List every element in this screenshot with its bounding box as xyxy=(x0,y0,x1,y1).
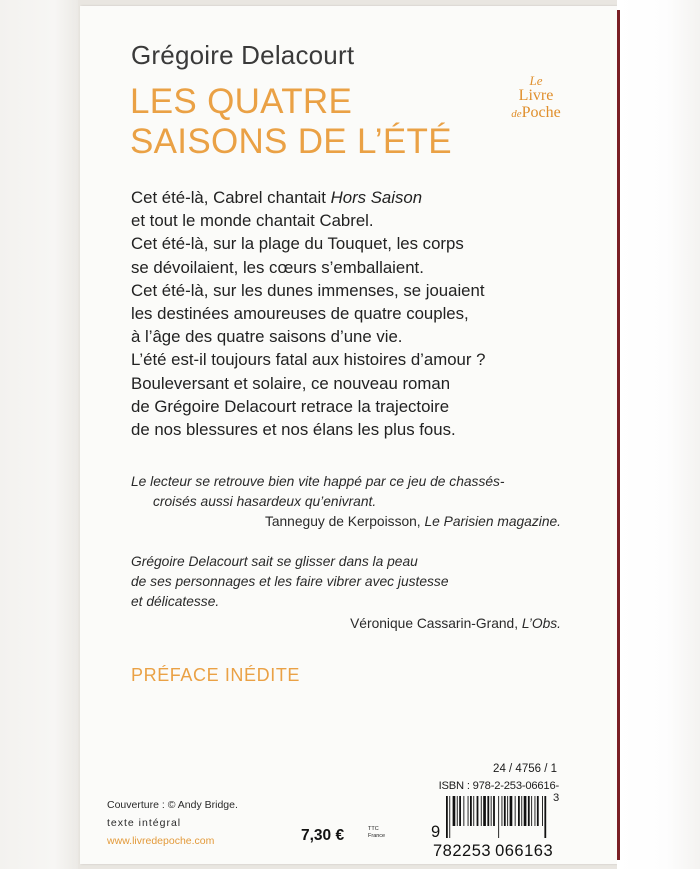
quote-line: de ses personnages et les faire vibrer avec justesse xyxy=(131,574,449,589)
quote-line: croisés aussi hasardeux qu’enivrant. xyxy=(153,494,377,509)
barcode-digit-first: 9 xyxy=(431,823,441,841)
blurb-line: Cet été-là, sur les dunes immenses, se jouaient xyxy=(131,280,485,300)
barcode-digit-group-1: 782253 xyxy=(433,842,492,860)
logo-word-le: Le xyxy=(529,73,543,88)
press-quote-2 xyxy=(131,552,561,634)
author-name: Grégoire Delacourt xyxy=(131,40,355,70)
page-background-left xyxy=(0,0,78,869)
credits-block xyxy=(107,796,238,850)
quote-attribution: Véronique Cassarin-Grand, L’Obs. xyxy=(350,616,561,631)
barcode-digits xyxy=(431,823,563,861)
book-title xyxy=(130,82,452,162)
blurb-line: de nos blessures et nos élans les plus fous. xyxy=(131,420,456,440)
quote-attribution: Tanneguy de Kerpoisson, Le Parisien magazine. xyxy=(264,514,561,529)
blurb-line: de Grégoire Delacourt retrace la trajectoire xyxy=(131,396,450,416)
logo-word-livre: Livre xyxy=(518,87,554,104)
publisher-logo xyxy=(509,74,563,136)
cover-edge-strip xyxy=(617,10,620,860)
logo-word-de: de xyxy=(511,108,522,120)
book-title-line-1: LES QUATRE xyxy=(130,82,353,121)
price: 7,30 € xyxy=(301,827,345,844)
price-tax-note: TTC France xyxy=(368,826,386,839)
logo-word-poche-text: Poche xyxy=(521,104,561,121)
page-background-right xyxy=(617,0,700,869)
blurb-line: Cet été-là, Cabrel chantait Hors Saison xyxy=(131,188,423,207)
blurb-line: les destinées amoureuses de quatre couples, xyxy=(131,304,469,324)
barcode-digit-group-2: 066163 xyxy=(495,842,554,860)
isbn-number: ISBN : 978-2-253-06616-3 xyxy=(438,780,559,804)
blurb-line: à l’âge des quatre saisons d’une vie. xyxy=(131,327,403,347)
blurb-text xyxy=(131,186,571,441)
quote-line: Le lecteur se retrouve bien vite happé par ce jeu de chassés- xyxy=(131,474,505,489)
blurb-line: L’été est-il toujours fatal aux histoires d’amour ? xyxy=(131,350,486,370)
blurb-line: et tout le monde chantait Cabrel. xyxy=(131,211,374,231)
integral-text-note: texte intégral xyxy=(107,817,182,829)
blurb-line: Bouleversant et solaire, ce nouveau roman xyxy=(131,373,451,393)
quote-line: et délicatesse. xyxy=(131,594,220,609)
quote-line: Grégoire Delacourt sait se glisser dans la peau xyxy=(131,554,418,569)
blurb-line: se dévoilaient, les cœurs s’emballaient. xyxy=(131,257,424,277)
blurb-line: Cet été-là, sur la plage du Touquet, les corps xyxy=(131,234,464,254)
publisher-website: www.livredepoche.com xyxy=(107,835,215,847)
catalog-reference: 24 / 4756 / 1 xyxy=(493,763,557,775)
cover-credit: Couverture : © Andy Bridge. xyxy=(107,799,238,811)
book-title-line-2: SAISONS DE L’ÉTÉ xyxy=(130,122,452,161)
preface-label: PRÉFACE INÉDITE xyxy=(131,665,301,685)
press-quote-1 xyxy=(131,472,561,532)
logo-word-poche xyxy=(509,104,563,123)
